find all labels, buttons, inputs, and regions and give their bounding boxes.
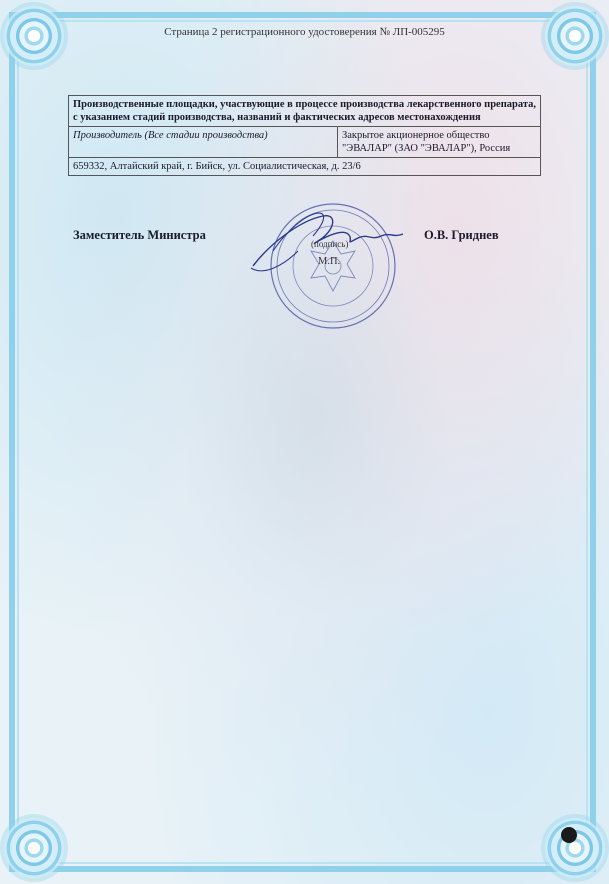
signature-label: (подпись) [311,239,349,249]
producer-address: 659332, Алтайский край, г. Бийск, ул. Социалистическая, д. 23/6 [69,158,541,176]
page-title: Страница 2 регистрационного удостоверения № ЛП-005295 [164,26,445,38]
signer-name: О.В. Гриднев [424,228,499,242]
table-heading: Производственные площадки, участвующие в процессе производства лекарственного препарата, с указанием стадий производства, названий и фактических адресов местонахождения [69,96,541,127]
company-line-2: "ЭВАЛАР" (ЗАО "ЭВАЛАР"), Россия [342,143,511,154]
official-seal-and-signature [243,196,413,341]
producer-role: Производитель (Все стадии производства) [69,127,338,158]
seal-label: М.П. [318,256,341,267]
company-line-1: Закрытое акционерное общество [342,130,490,141]
signer-position: Заместитель Министра [73,228,206,242]
